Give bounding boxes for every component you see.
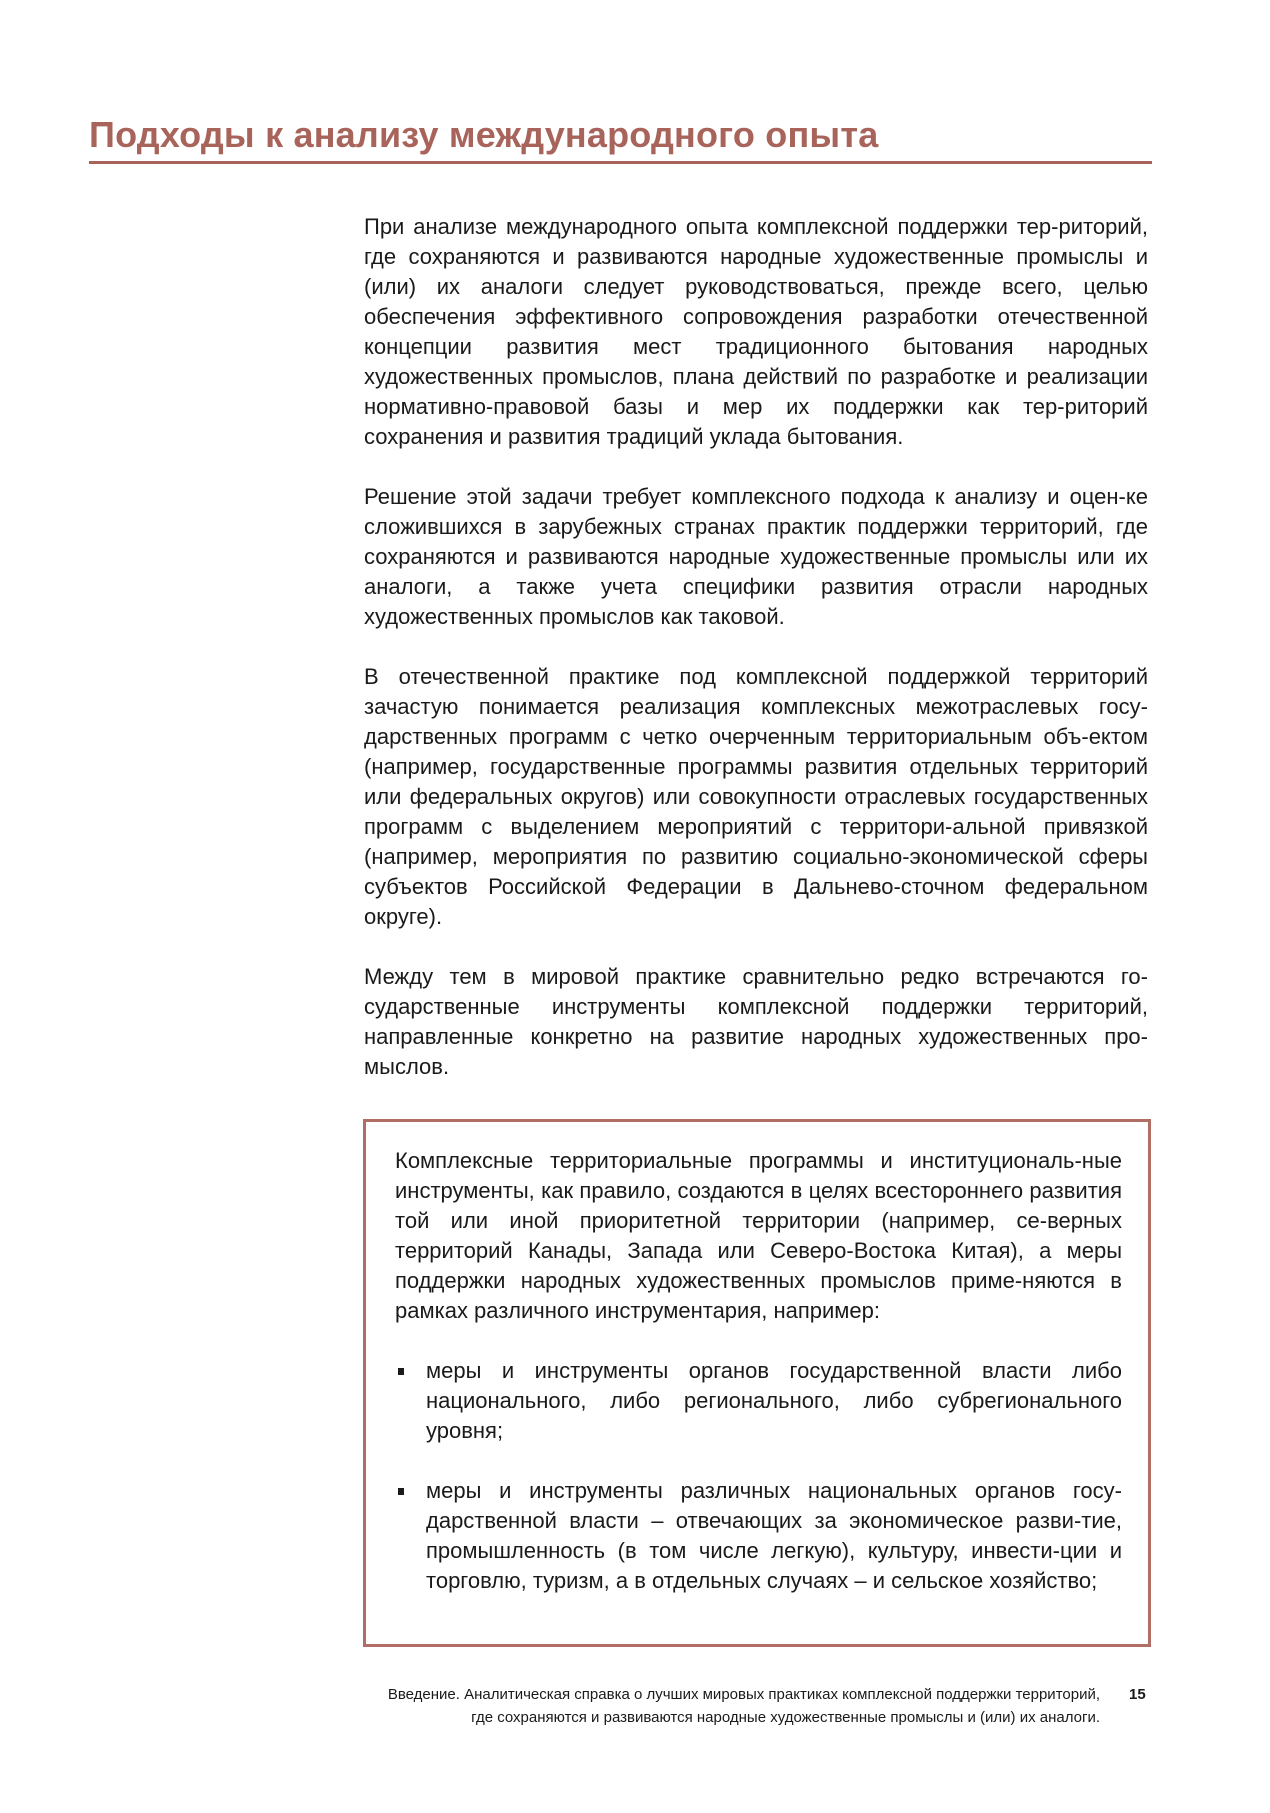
body-text-column (364, 212, 1148, 1112)
paragraph-1: При анализе международного опыта комплексной поддержки тер-риторий, где сохраняются и развиваются народные художественные промыслы и (или) их аналоги следует руководствоваться, прежде всего, целью обеспечения эффективного сопровождения разработки отечественной концепции развития мест традиционного бытования народных художественных промыслов, плана действий по разработке и реализации нормативно-правовой базы и мер их поддержки как тер-риторий сохранения и развития традиций уклада бытования. (364, 214, 1148, 449)
callout-bullet-list (395, 1356, 1122, 1596)
square-bullet-icon (398, 1368, 404, 1375)
bullet-item-1 (395, 1356, 1122, 1446)
square-bullet-icon (398, 1488, 404, 1495)
page-title: Подходы к анализу международного опыта (89, 114, 879, 155)
bullet-text-1: меры и инструменты органов государственной власти либо национального, либо регионального, либо субрегионального уровня; (426, 1358, 1122, 1443)
callout-box (363, 1119, 1151, 1647)
page-footer (300, 1683, 1100, 1729)
callout-content (395, 1146, 1122, 1626)
paragraph-4: Между тем в мировой практике сравнительно редко встречаются го-сударственные инструменты комплексной поддержки территорий, направленные конкретно на развитие народных художественных про-мыслов. (364, 964, 1148, 1079)
bullet-item-2 (395, 1476, 1122, 1596)
footer-line-1: Введение. Аналитическая справка о лучших мировых практиках комплексной поддержки территорий, (387, 1686, 1100, 1703)
paragraph-3: В отечественной практике под комплексной поддержкой территорий зачастую понимается реализация комплексных межотраслевых госу-дарственных программ с четко очерченным территориальным объ-ектом (например, государственные программы развития отдельных территорий или федеральных округов) или совокупности отраслевых государственных программ с выделением мероприятий с территори-альной привязкой (например, мероприятия по развитию социально-экономической сферы субъектов Российской Федерации в Дальнево-сточном федеральном округе). (364, 664, 1148, 929)
page-number: 15 (1129, 1686, 1146, 1703)
footer-line-2: где сохраняются и развиваются народные художественные промыслы и (или) их аналоги. (471, 1709, 1100, 1726)
paragraph-2: Решение этой задачи требует комплексного подхода к анализу и оцен-ке сложившихся в зарубежных странах практик поддержки территорий, где сохраняются и развиваются народные художественные промыслы или их аналоги, а также учета специфики развития отрасли народных художественных промыслов как таковой. (364, 484, 1148, 629)
bullet-text-2: меры и инструменты различных национальных органов госу-дарственной власти – отвечающих за экономическое разви-тие, промышленность (в том числе легкую), культуру, инвести-ции и торговлю, туризм, а в отдельных случаях – и сельское хозяйство; (426, 1478, 1122, 1593)
title-underline-divider (89, 161, 1152, 164)
callout-intro: Комплексные территориальные программы и институциональ-ные инструменты, как правило, создаются в целях всестороннего развития той или иной приоритетной территории (например, се-верных территорий Канады, Запада или Северо-Востока Китая), а меры поддержки народных художественных промыслов приме-няются в рамках различного инструментария, например: (395, 1148, 1122, 1323)
